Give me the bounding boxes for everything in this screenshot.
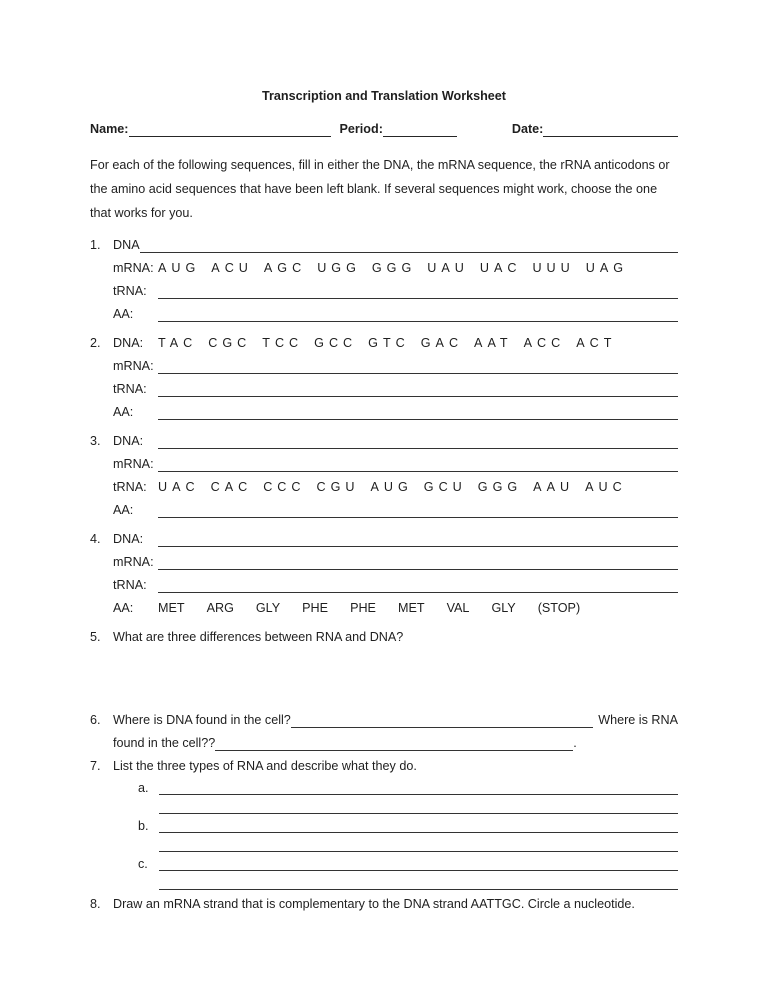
q4-aa-row [113, 597, 678, 620]
codon: TCC [262, 336, 304, 350]
question-number: 8. [90, 897, 101, 911]
aa-label: AA: [113, 601, 134, 615]
codon: PHE [302, 601, 329, 615]
question-7 [90, 755, 678, 893]
q6-blank-line-1 [291, 723, 593, 728]
question-number: 5. [90, 630, 101, 644]
q1-dna-row [113, 234, 678, 257]
q7-item-letter: b. [138, 819, 149, 833]
question-5-body [113, 626, 678, 709]
q4-trna-row [113, 574, 678, 597]
q7-item-b [138, 817, 678, 836]
q3-mrna-blank-line [158, 467, 678, 472]
q2-aa-row [113, 401, 678, 424]
q6-text-part1: Where is DNA found in the cell? [113, 713, 291, 727]
codon: CAC [210, 480, 253, 494]
q5-text: What are three differences between RNA and DNA? [113, 630, 404, 644]
dna-label: DNA [113, 238, 140, 252]
q7-item-letter-spacer [138, 798, 159, 817]
q7-a-blank-line-2 [159, 809, 678, 814]
question-8 [90, 893, 678, 916]
codon: GGG [477, 480, 523, 494]
codon: UAU [427, 261, 469, 275]
codon: (STOP) [537, 601, 581, 615]
codon: TAC [158, 336, 198, 350]
codon: MET [397, 601, 425, 615]
q2-dna-sequence [158, 332, 627, 355]
q3-dna-blank-line [158, 444, 678, 449]
q1-aa-row [113, 303, 678, 326]
q4-aa-sequence [158, 597, 602, 620]
question-1-body [113, 234, 678, 326]
q7-item-c-line2 [138, 874, 678, 893]
date-label: Date: [511, 122, 544, 136]
codon: AUG [158, 261, 201, 275]
name-blank-line [129, 124, 331, 137]
question-6-body [113, 709, 678, 755]
codon: GTC [368, 336, 410, 350]
q2-mrna-row [113, 355, 678, 378]
codon: GLY [491, 601, 516, 615]
q6-text-part1-tail: Where is RNA [598, 713, 678, 727]
page-title: Transcription and Translation Worksheet [262, 89, 506, 103]
q7-b-blank-line-2 [159, 847, 678, 852]
codon: AUC [585, 480, 627, 494]
question-6 [90, 709, 678, 755]
codon: UAG [585, 261, 629, 275]
codon: GGG [371, 261, 417, 275]
dna-label: DNA: [113, 532, 144, 546]
question-number: 3. [90, 434, 101, 448]
mrna-label: mRNA: [113, 359, 154, 373]
q1-mrna-row [113, 257, 678, 280]
codon: AAT [474, 336, 513, 350]
codon: CCC [263, 480, 306, 494]
q7-item-c [138, 855, 678, 874]
q2-dna-row [113, 332, 678, 355]
q7-item-b-line2 [138, 836, 678, 855]
question-4 [90, 528, 678, 620]
period-blank-line [383, 124, 457, 137]
question-number: 1. [90, 238, 101, 252]
q7-item-letter-spacer [138, 874, 159, 893]
codon: UAC [158, 480, 200, 494]
q2-trna-blank-line [158, 392, 678, 397]
q7-item-letter: c. [138, 857, 148, 871]
codon: GAC [420, 336, 464, 350]
q7-item-letter-spacer [138, 836, 159, 855]
q1-mrna-sequence [158, 257, 639, 280]
q3-trna-row [113, 476, 678, 499]
q4-dna-blank-line [158, 542, 678, 547]
codon: GCC [314, 336, 358, 350]
name-label: Name: [90, 122, 129, 136]
question-3-body [113, 430, 678, 522]
question-8-body [113, 893, 678, 916]
period-label: Period: [339, 122, 383, 136]
q6-line-1 [113, 709, 678, 732]
codon: UUU [532, 261, 575, 275]
q2-mrna-blank-line [158, 369, 678, 374]
q4-dna-row [113, 528, 678, 551]
codon: AUG [370, 480, 413, 494]
q1-dna-blank-line [140, 248, 678, 253]
q3-trna-sequence [158, 476, 638, 499]
codon: CGU [316, 480, 360, 494]
aa-label: AA: [113, 405, 134, 419]
question-1 [90, 234, 678, 326]
q4-trna-blank-line [158, 588, 678, 593]
q1-aa-blank-line [158, 317, 678, 322]
q1-trna-row [113, 280, 678, 303]
q7-item-letter: a. [138, 781, 149, 795]
codon: AGC [263, 261, 307, 275]
codon: MET [158, 601, 185, 615]
question-4-body [113, 528, 678, 620]
header-fields [90, 121, 678, 137]
codon: ACU [211, 261, 253, 275]
q3-mrna-row [113, 453, 678, 476]
codon: AAU [533, 480, 575, 494]
q8-text: Draw an mRNA strand that is complementary to the DNA strand AATTGC. Circle a nucleotide. [113, 897, 635, 911]
codon: CGC [208, 336, 252, 350]
codon: ACC [523, 336, 566, 350]
codon: GLY [255, 601, 281, 615]
trna-label: tRNA: [113, 480, 147, 494]
question-7-body [113, 755, 678, 893]
page-content [90, 88, 678, 916]
mrna-label: mRNA: [113, 457, 154, 471]
date-blank-line [543, 124, 678, 137]
q4-mrna-row [113, 551, 678, 574]
question-number: 4. [90, 532, 101, 546]
q7-item-a [138, 779, 678, 798]
q7-a-blank-line-1 [159, 790, 678, 795]
question-number: 6. [90, 713, 101, 727]
question-2 [90, 332, 678, 424]
q2-trna-row [113, 378, 678, 401]
question-3 [90, 430, 678, 522]
q2-aa-blank-line [158, 415, 678, 420]
trna-label: tRNA: [113, 578, 147, 592]
q3-aa-blank-line [158, 513, 678, 518]
codon: UGG [317, 261, 361, 275]
codon: ACT [576, 336, 617, 350]
q7-text: List the three types of RNA and describe what they do. [113, 759, 417, 773]
question-5 [90, 626, 678, 709]
dna-label: DNA: [113, 336, 144, 350]
q6-text-part2-tail: . [573, 736, 577, 750]
codon: GCU [423, 480, 467, 494]
q4-mrna-blank-line [158, 565, 678, 570]
question-2-body [113, 332, 678, 424]
q7-item-a-line2 [138, 798, 678, 817]
q7-b-blank-line-1 [159, 828, 678, 833]
dna-label: DNA: [113, 434, 144, 448]
mrna-label: mRNA: [113, 261, 154, 275]
question-number: 7. [90, 759, 101, 773]
q3-aa-row [113, 499, 678, 522]
trna-label: tRNA: [113, 382, 147, 396]
aa-label: AA: [113, 307, 134, 321]
q6-blank-line-2 [215, 746, 573, 751]
q7-c-blank-line-2 [159, 885, 678, 890]
aa-label: AA: [113, 503, 134, 517]
q7-c-blank-line-1 [159, 866, 678, 871]
q6-text-part2: found in the cell?? [113, 736, 216, 750]
q1-trna-blank-line [158, 294, 678, 299]
codon: PHE [350, 601, 376, 615]
q5-answer-space [113, 649, 678, 709]
codon: VAL [446, 601, 470, 615]
question-number: 2. [90, 336, 101, 350]
codon: ARG [206, 601, 234, 615]
q3-dna-row [113, 430, 678, 453]
intro-paragraph: For each of the following sequences, fill in either the DNA, the mRNA sequence, the rRNA anticodons or the amino acid sequences that have been left blank. If several sequences might work, choose the one that works for you. [90, 158, 670, 220]
codon: UAC [479, 261, 522, 275]
mrna-label: mRNA: [113, 555, 154, 569]
trna-label: tRNA: [113, 284, 147, 298]
q6-line-2 [113, 732, 678, 755]
